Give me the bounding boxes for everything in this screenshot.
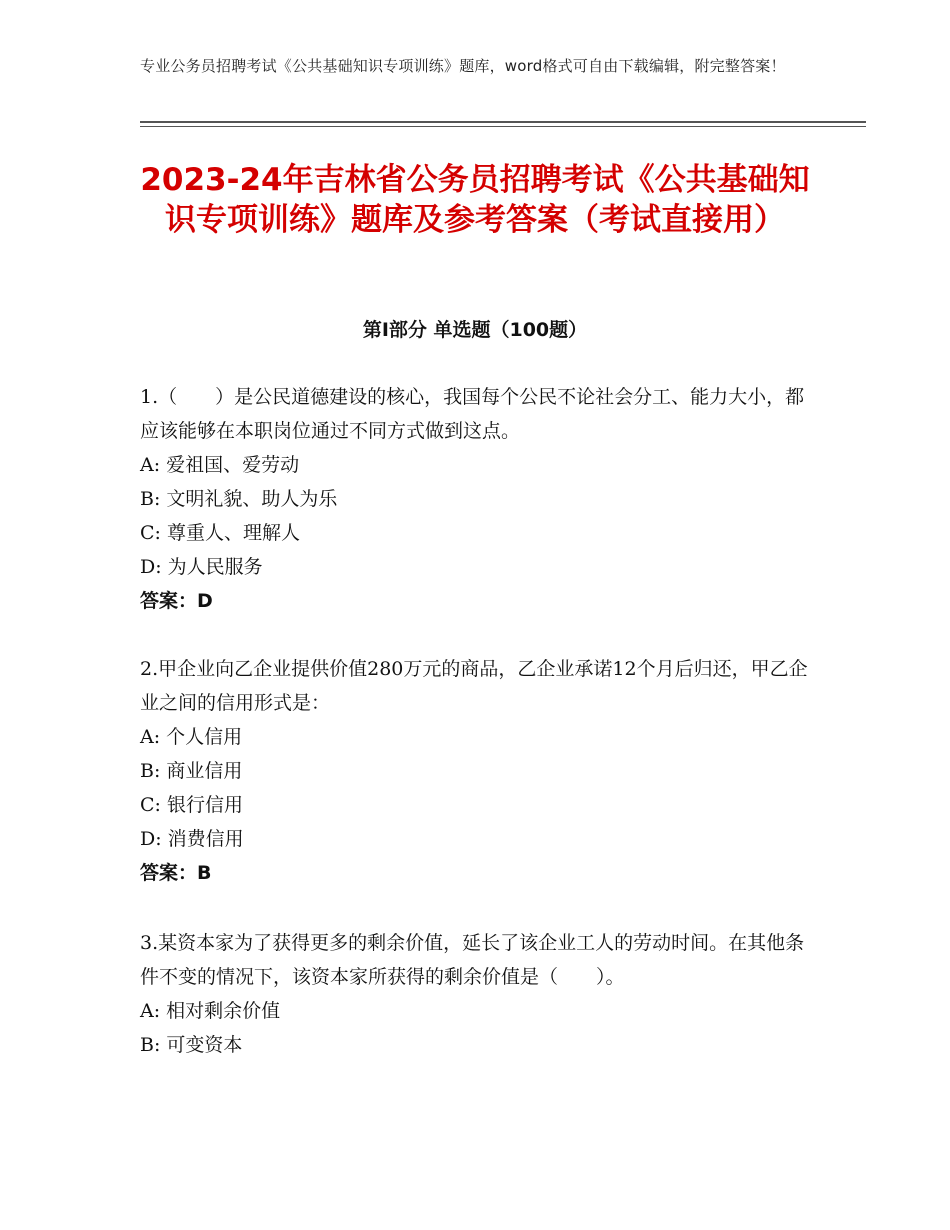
section-heading: 第Ⅰ部分 单选题（100题） <box>362 319 588 341</box>
answer: 答案：B <box>140 862 212 884</box>
question-stem: 3.某资本家为了获得更多的剩余价值，延长了该企业工人的劳动时间。在其他条件不变的情况下，该资本家所获得的剩余价值是（ ）。 <box>140 932 805 988</box>
header-note: 专业公务员招聘考试《公共基础知识专项训练》题库，word格式可自由下载编辑，附完整答案！ <box>140 57 786 75</box>
option-a: A: 爱祖国、爱劳动 <box>140 454 300 476</box>
option-a: A: 个人信用 <box>140 726 243 748</box>
option-c: C: 银行信用 <box>140 794 243 816</box>
question-3 <box>140 926 810 1062</box>
answer: 答案：D <box>140 590 213 612</box>
option-a: A: 相对剩余价值 <box>140 1000 281 1022</box>
document-title: 2023-24年吉林省公务员招聘考试《公共基础知识专项训练》题库及参考答案（考试直接用） <box>140 162 810 238</box>
question-2 <box>140 652 810 890</box>
option-b: B: 可变资本 <box>140 1034 243 1056</box>
option-b: B: 文明礼貌、助人为乐 <box>140 488 338 510</box>
question-stem: 2.甲企业向乙企业提供价值280万元的商品，乙企业承诺12个月后归还，甲乙企业之间的信用形式是： <box>140 658 808 714</box>
header-divider-thick <box>140 121 866 123</box>
question-1 <box>140 380 810 618</box>
option-d: D: 消费信用 <box>140 828 244 850</box>
header-divider-thin <box>140 126 866 127</box>
option-d: D: 为人民服务 <box>140 556 263 578</box>
option-c: C: 尊重人、理解人 <box>140 522 300 544</box>
option-b: B: 商业信用 <box>140 760 243 782</box>
question-stem: 1.（ ）是公民道德建设的核心，我国每个公民不论社会分工、能力大小，都应该能够在本职岗位通过不同方式做到这点。 <box>140 386 805 442</box>
